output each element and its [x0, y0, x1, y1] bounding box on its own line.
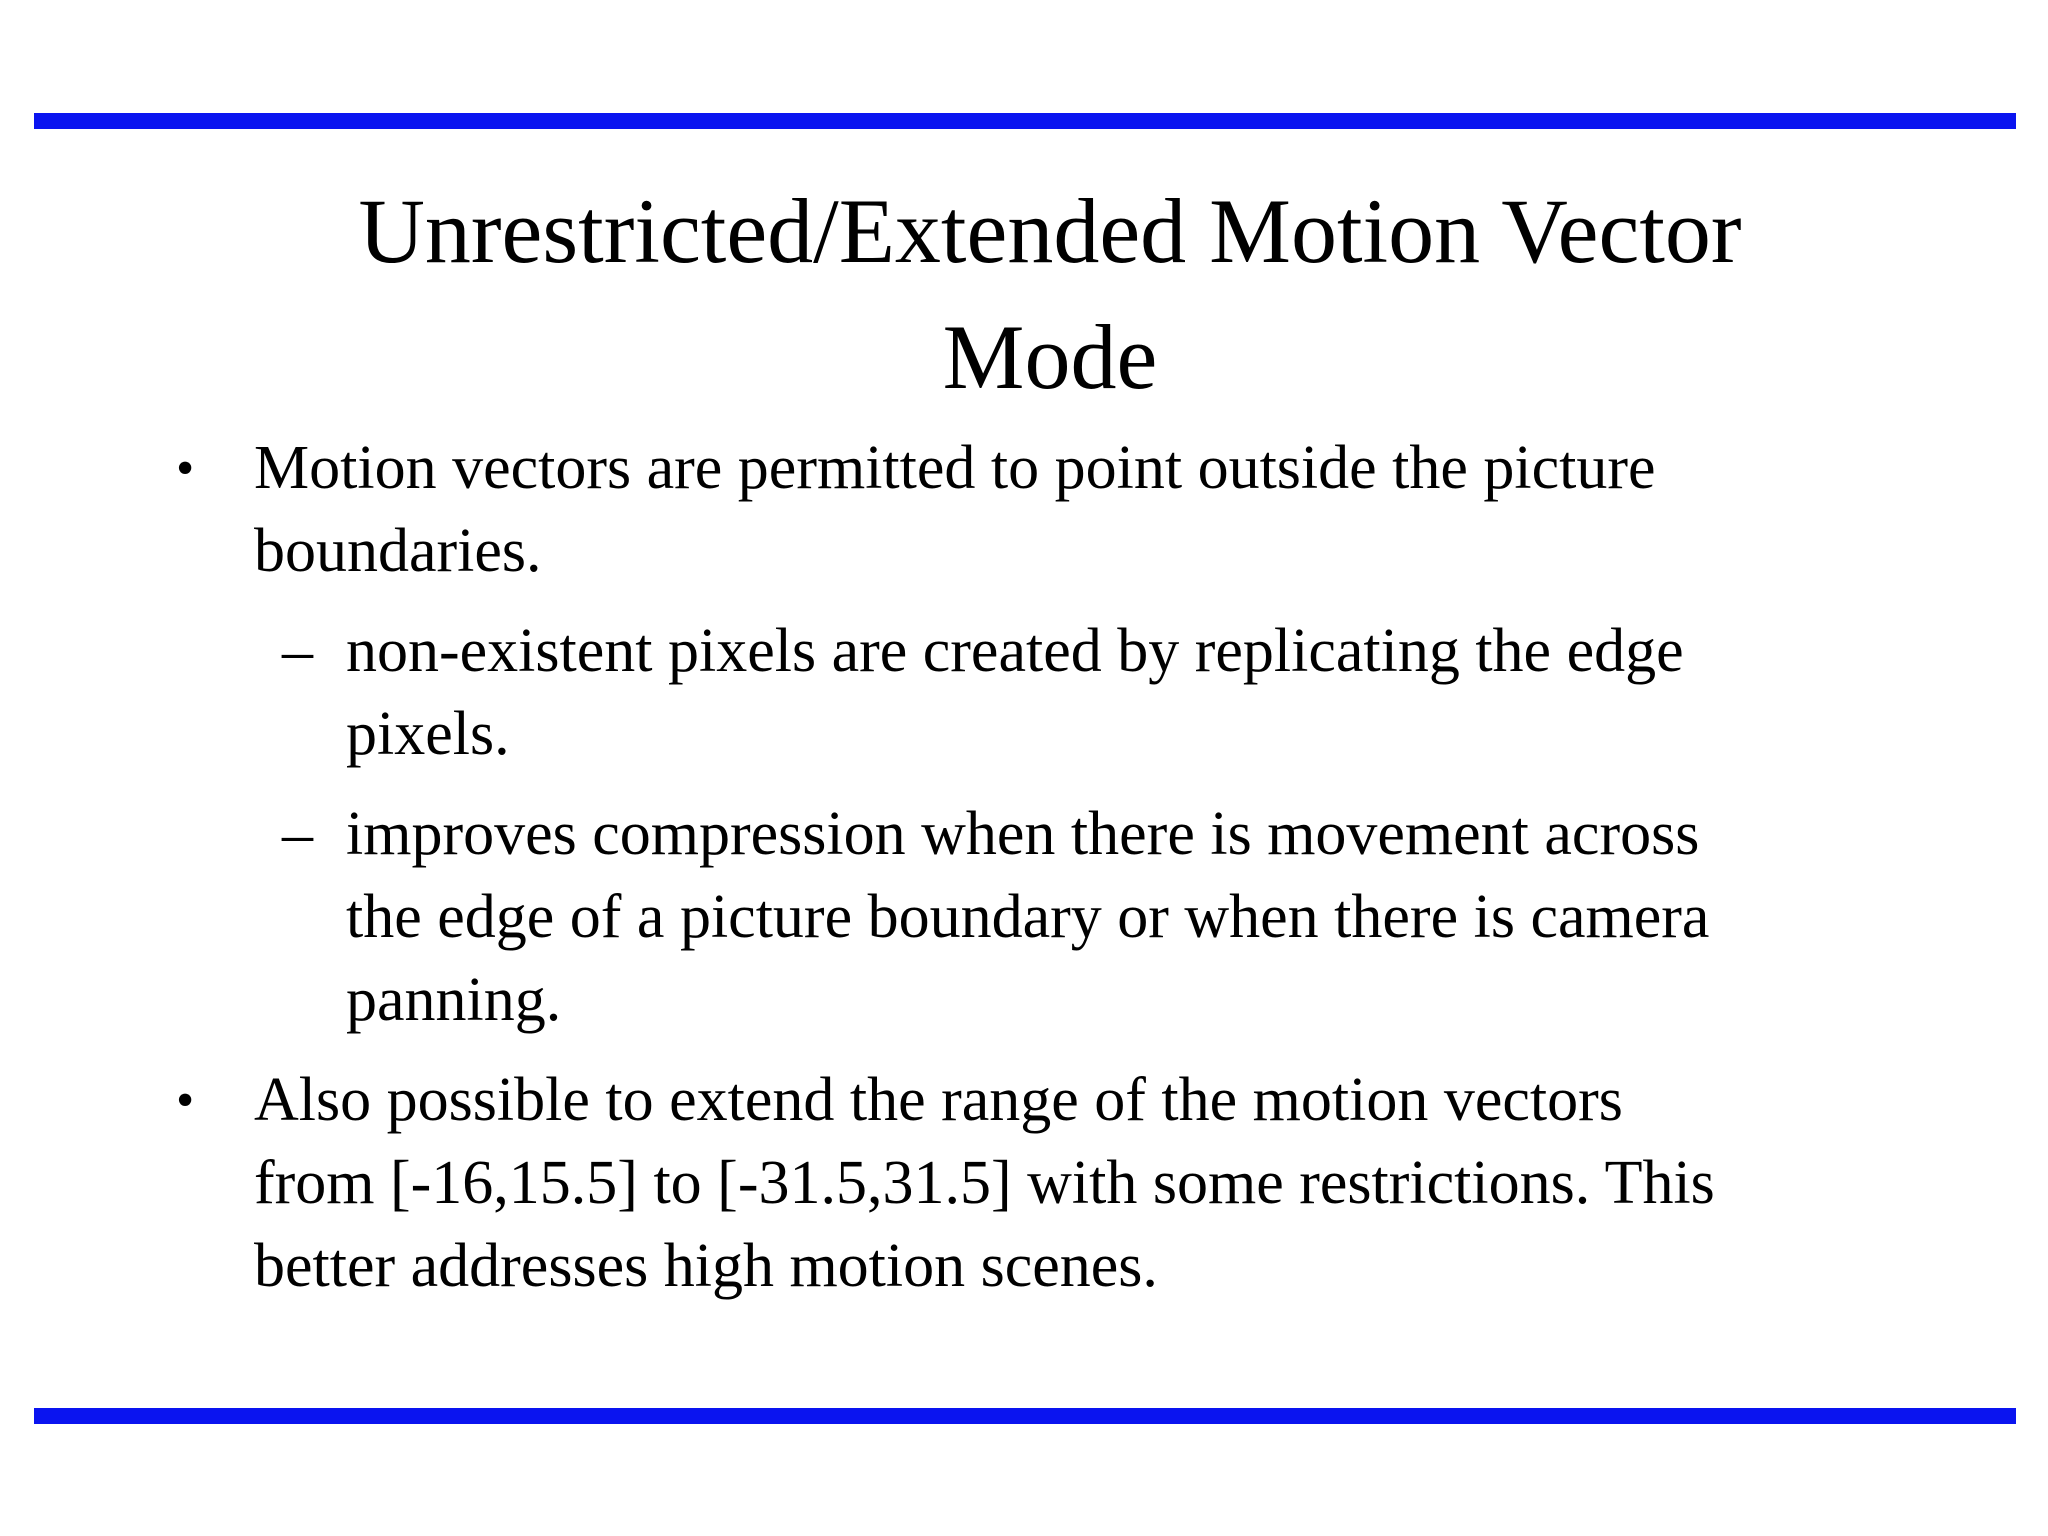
- dash-icon: –: [282, 800, 313, 868]
- dash-icon: –: [282, 617, 313, 685]
- bullet-text: Motion vectors are permitted to point outside the picture boundaries.: [254, 434, 1656, 585]
- slide-title: Unrestricted/Extended Motion Vector Mode: [358, 180, 1742, 408]
- bullet-icon: •: [176, 1072, 195, 1129]
- bullet-icon: •: [176, 440, 195, 497]
- top-rule: [34, 113, 2016, 129]
- bottom-rule: [34, 1408, 2016, 1424]
- bullet-text: Also possible to extend the range of the motion vectors from [-16,15.5] to [-31.5,31.5] with some restrictions. This better addresses high motion scenes.: [254, 1066, 1715, 1300]
- sub-bullet-text: non-existent pixels are created by replicating the edge pixels.: [346, 617, 1684, 768]
- sub-bullet-text: improves compression when there is movement across the edge of a picture boundary or when there is camera panning.: [346, 800, 1710, 1034]
